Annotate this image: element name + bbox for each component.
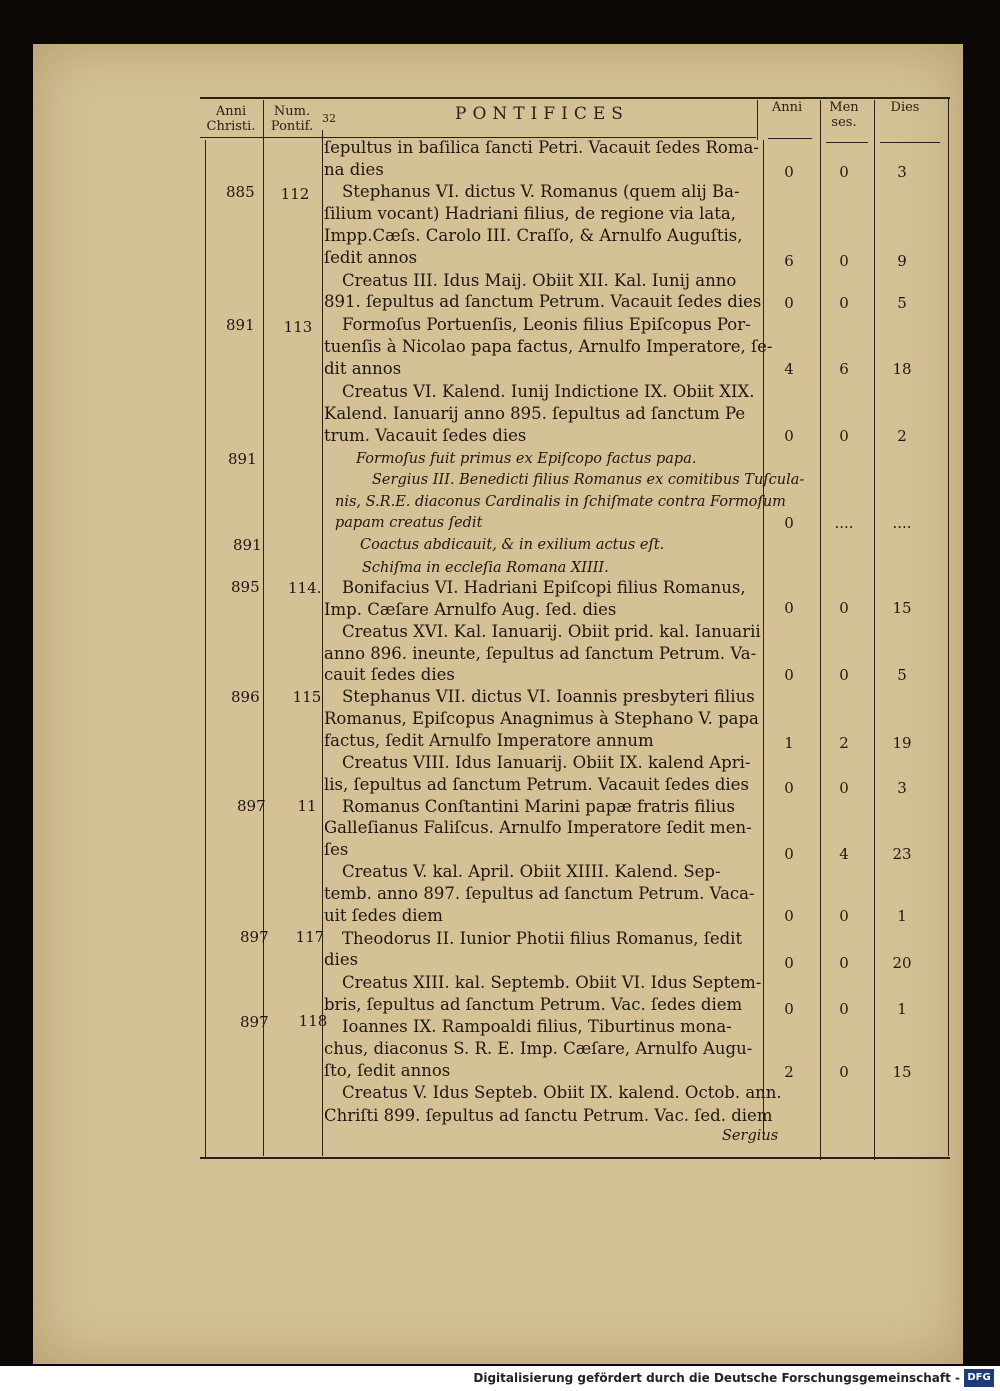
dfg-logo: DFG [964, 1369, 994, 1387]
menses-value: 0 [839, 294, 849, 312]
pontif-number: 118 [298, 1012, 328, 1030]
dies-value: 2 [897, 427, 907, 445]
anni-value: 4 [784, 360, 794, 378]
text-line: trum. Vacauit ſedes dies [324, 426, 527, 445]
text-line: Creatus VI. Kalend. Iunij Indictione IX. Obiit XIX. [342, 382, 755, 401]
menses-value: 0 [839, 427, 849, 445]
digitization-footer [0, 1366, 1000, 1391]
year-entry: 891 [226, 316, 255, 334]
text-line: tuenſis à Nicolao papa factus, Arnulfo Imperatore, ſe- [324, 337, 773, 356]
anni-value: 0 [784, 666, 794, 684]
text-line: Bonifacius VI. Hadriani Epiſcopi filius Romanus, [342, 578, 746, 597]
page-number: 32 [322, 112, 336, 125]
anni-value: 0 [784, 1000, 794, 1018]
text-line: ſedit annos [324, 248, 418, 267]
dies-value: 9 [897, 252, 907, 270]
text-line: cauit ſedes dies [324, 665, 455, 684]
text-line: Sergius III. Benedicti filius Romanus ex comitibus Tuſcula- [372, 472, 805, 488]
text-line: Creatus V. kal. April. Obiit XIIII. Kalend. Sep- [342, 862, 721, 881]
pontif-number: 113 [283, 318, 313, 336]
anni-value: 0 [784, 294, 794, 312]
text-line: ſilium vocant) Hadriani filius, de regione via lata, [324, 204, 736, 223]
menses-value: 0 [839, 1000, 849, 1018]
dies-value: 3 [897, 163, 907, 181]
text-line: Schiſma in eccleſia Romana XIIII. [362, 560, 609, 576]
anni-value: 0 [784, 163, 794, 181]
text-line: Creatus XIII. kal. Septemb. Obiit VI. Idus Septem- [342, 973, 762, 992]
menses-value: 0 [839, 252, 849, 270]
text-line: 891. ſepultus ad ſanctum Petrum. Vacauit ſedes dies [324, 292, 762, 311]
anni-value: 0 [784, 954, 794, 972]
anni-value: 0 [784, 779, 794, 797]
dies-value: 3 [897, 779, 907, 797]
text-line: Creatus VIII. Idus Ianuarij. Obiit IX. kalend Apri- [342, 753, 751, 772]
bottom-rule [200, 1157, 950, 1159]
column-header-anni-christi: Anni Christi. [206, 104, 256, 134]
pontif-number: 11 [297, 797, 317, 815]
column-rule-anni [757, 100, 758, 140]
text-line: Chriſti 899. ſepultus ad ſanctu Petrum. Vac. ſed. diem [324, 1106, 773, 1125]
column-header-menses: Men ses. [829, 100, 859, 130]
menses-value: 0 [839, 1063, 849, 1081]
text-line: na dies [324, 160, 384, 179]
anni-value: 0 [784, 599, 794, 617]
page-title: PONTIFICES [455, 104, 629, 124]
dies-underline [880, 142, 940, 143]
menses-value: 0 [839, 779, 849, 797]
dies-value: 1 [897, 1000, 907, 1018]
text-line: chus, diaconus S. R. E. Imp. Cæſare, Arnulfo Augu- [324, 1039, 753, 1058]
column-header-dies: Dies [890, 100, 920, 115]
dies-value: 19 [892, 734, 912, 752]
column-rule-year [263, 100, 264, 1156]
menses-value: 2 [839, 734, 849, 752]
menses-value: 0 [839, 599, 849, 617]
column-rule-menses [820, 100, 821, 1160]
column-rule-num [322, 130, 323, 1156]
text-line: uit ſedes diem [324, 906, 443, 925]
text-line: Creatus XVI. Kal. Ianuarij. Obiit prid. kal. Ianuarii [342, 622, 761, 641]
text-line: Sergius [722, 1128, 779, 1144]
text-line: Stephanus VI. dictus V. Romanus (quem alij Ba- [342, 182, 740, 201]
column-header-num-pontif: Num. Pontif. [270, 104, 314, 134]
text-line: Theodorus II. Iunior Photii filius Romanus, ſedit [342, 929, 743, 948]
column-rule-dies [874, 100, 875, 1160]
dies-value: 15 [892, 599, 912, 617]
menses-value: 0 [839, 666, 849, 684]
text-line: Galleſianus Faliſcus. Arnulfo Imperatore ſedit men- [324, 818, 752, 837]
anni-value: 0 [784, 845, 794, 863]
text-line: anno 896. ineunte, ſepultus ad ſanctum Petrum. Va- [324, 644, 757, 663]
year-entry: 895 [231, 578, 260, 596]
text-line: ſepultus in baſilica ſancti Petri. Vacauit ſedes Roma- [324, 138, 759, 157]
text-line: temb. anno 897. ſepultus ad ſanctum Petrum. Vaca- [324, 884, 755, 903]
column-header-anni: Anni [771, 100, 803, 115]
text-line: ſto, ſedit annos [324, 1061, 451, 1080]
text-line: Imp. Cæſare Arnulfo Aug. ſed. dies [324, 600, 617, 619]
year-entry: 897 [240, 1013, 269, 1031]
text-line: lis, ſepultus ad ſanctum Petrum. Vacauit ſedes dies [324, 775, 749, 794]
text-line: ſes [324, 840, 349, 859]
menses-value: 0 [839, 954, 849, 972]
menses-value: 0 [839, 907, 849, 925]
anni-value: 0 [784, 514, 794, 532]
menses-value: 6 [839, 360, 849, 378]
column-rule-left [205, 140, 206, 1158]
text-line: Ioannes IX. Rampoaldi filius, Tiburtinus mona- [342, 1017, 732, 1036]
anni-value: 6 [784, 252, 794, 270]
text-line: Romanus Conſtantini Marini papæ fratris filius [342, 797, 736, 816]
text-line: Formoſus fuit primus ex Epiſcopo factus papa. [356, 451, 697, 467]
dies-value: 5 [897, 666, 907, 684]
dies-value: 5 [897, 294, 907, 312]
text-line: dies [324, 950, 359, 969]
column-rule-right [948, 98, 949, 1156]
footer-text: Digitalisierung gefördert durch die Deutsche Forschungsgemeinschaft - [473, 1371, 960, 1385]
year-entry: 891 [233, 536, 262, 554]
column-rule-text-right [763, 140, 764, 1140]
year-entry: 897 [237, 797, 266, 815]
year-entry: 896 [231, 688, 260, 706]
dies-value: 15 [892, 1063, 912, 1081]
dies-value: 1 [897, 907, 907, 925]
header-top-rule [200, 97, 950, 99]
menses-value: 4 [839, 845, 849, 863]
text-line: Coactus abdicauit, & in exilium actus eſt. [360, 537, 665, 553]
text-line: Creatus III. Idus Maij. Obiit XII. Kal. Iunij anno [342, 271, 737, 290]
text-line: Stephanus VII. dictus VI. Ioannis presbyteri filius [342, 687, 755, 706]
dies-value: .... [892, 514, 912, 532]
dies-value: 23 [892, 845, 912, 863]
text-line: nis, S.R.E. diaconus Cardinalis in ſchiſmate contra Formoſum [335, 494, 786, 510]
dies-value: 18 [892, 360, 912, 378]
anni-value: 2 [784, 1063, 794, 1081]
menses-underline [826, 142, 868, 143]
text-line: Impp.Cæſs. Carolo III. Craſſo, & Arnulfo Auguſtis, [324, 226, 743, 245]
year-entry: 891 [228, 450, 257, 468]
pontif-number: 115 [292, 688, 322, 706]
text-line: Kalend. Ianuarij anno 895. ſepultus ad ſanctum Pe [324, 404, 746, 423]
pontif-number: 117 [295, 928, 325, 946]
text-line: dit annos [324, 359, 402, 378]
menses-value: 0 [839, 163, 849, 181]
text-line: bris, ſepultus ad ſanctum Petrum. Vac. ſedes diem [324, 995, 743, 1014]
year-entry: 885 [226, 183, 255, 201]
dies-value: 20 [892, 954, 912, 972]
anni-value: 1 [784, 734, 794, 752]
text-line: papam creatus ſedit [335, 515, 483, 531]
anni-underline [768, 138, 812, 139]
text-line: factus, ſedit Arnulfo Imperatore annum [324, 731, 654, 750]
year-entry: 897 [240, 928, 269, 946]
text-line: Creatus V. Idus Septeb. Obiit IX. kalend. Octob. ann. [342, 1083, 782, 1102]
text-line: Formoſus Portuenſis, Leonis filius Epiſcopus Por- [342, 315, 751, 334]
pontif-number: 112 [280, 185, 310, 203]
anni-value: 0 [784, 427, 794, 445]
text-line: Romanus, Epiſcopus Anagnimus à Stephano V. papa [324, 709, 759, 728]
pontif-number: 114. [288, 579, 322, 597]
menses-value: .... [834, 514, 854, 532]
anni-value: 0 [784, 907, 794, 925]
